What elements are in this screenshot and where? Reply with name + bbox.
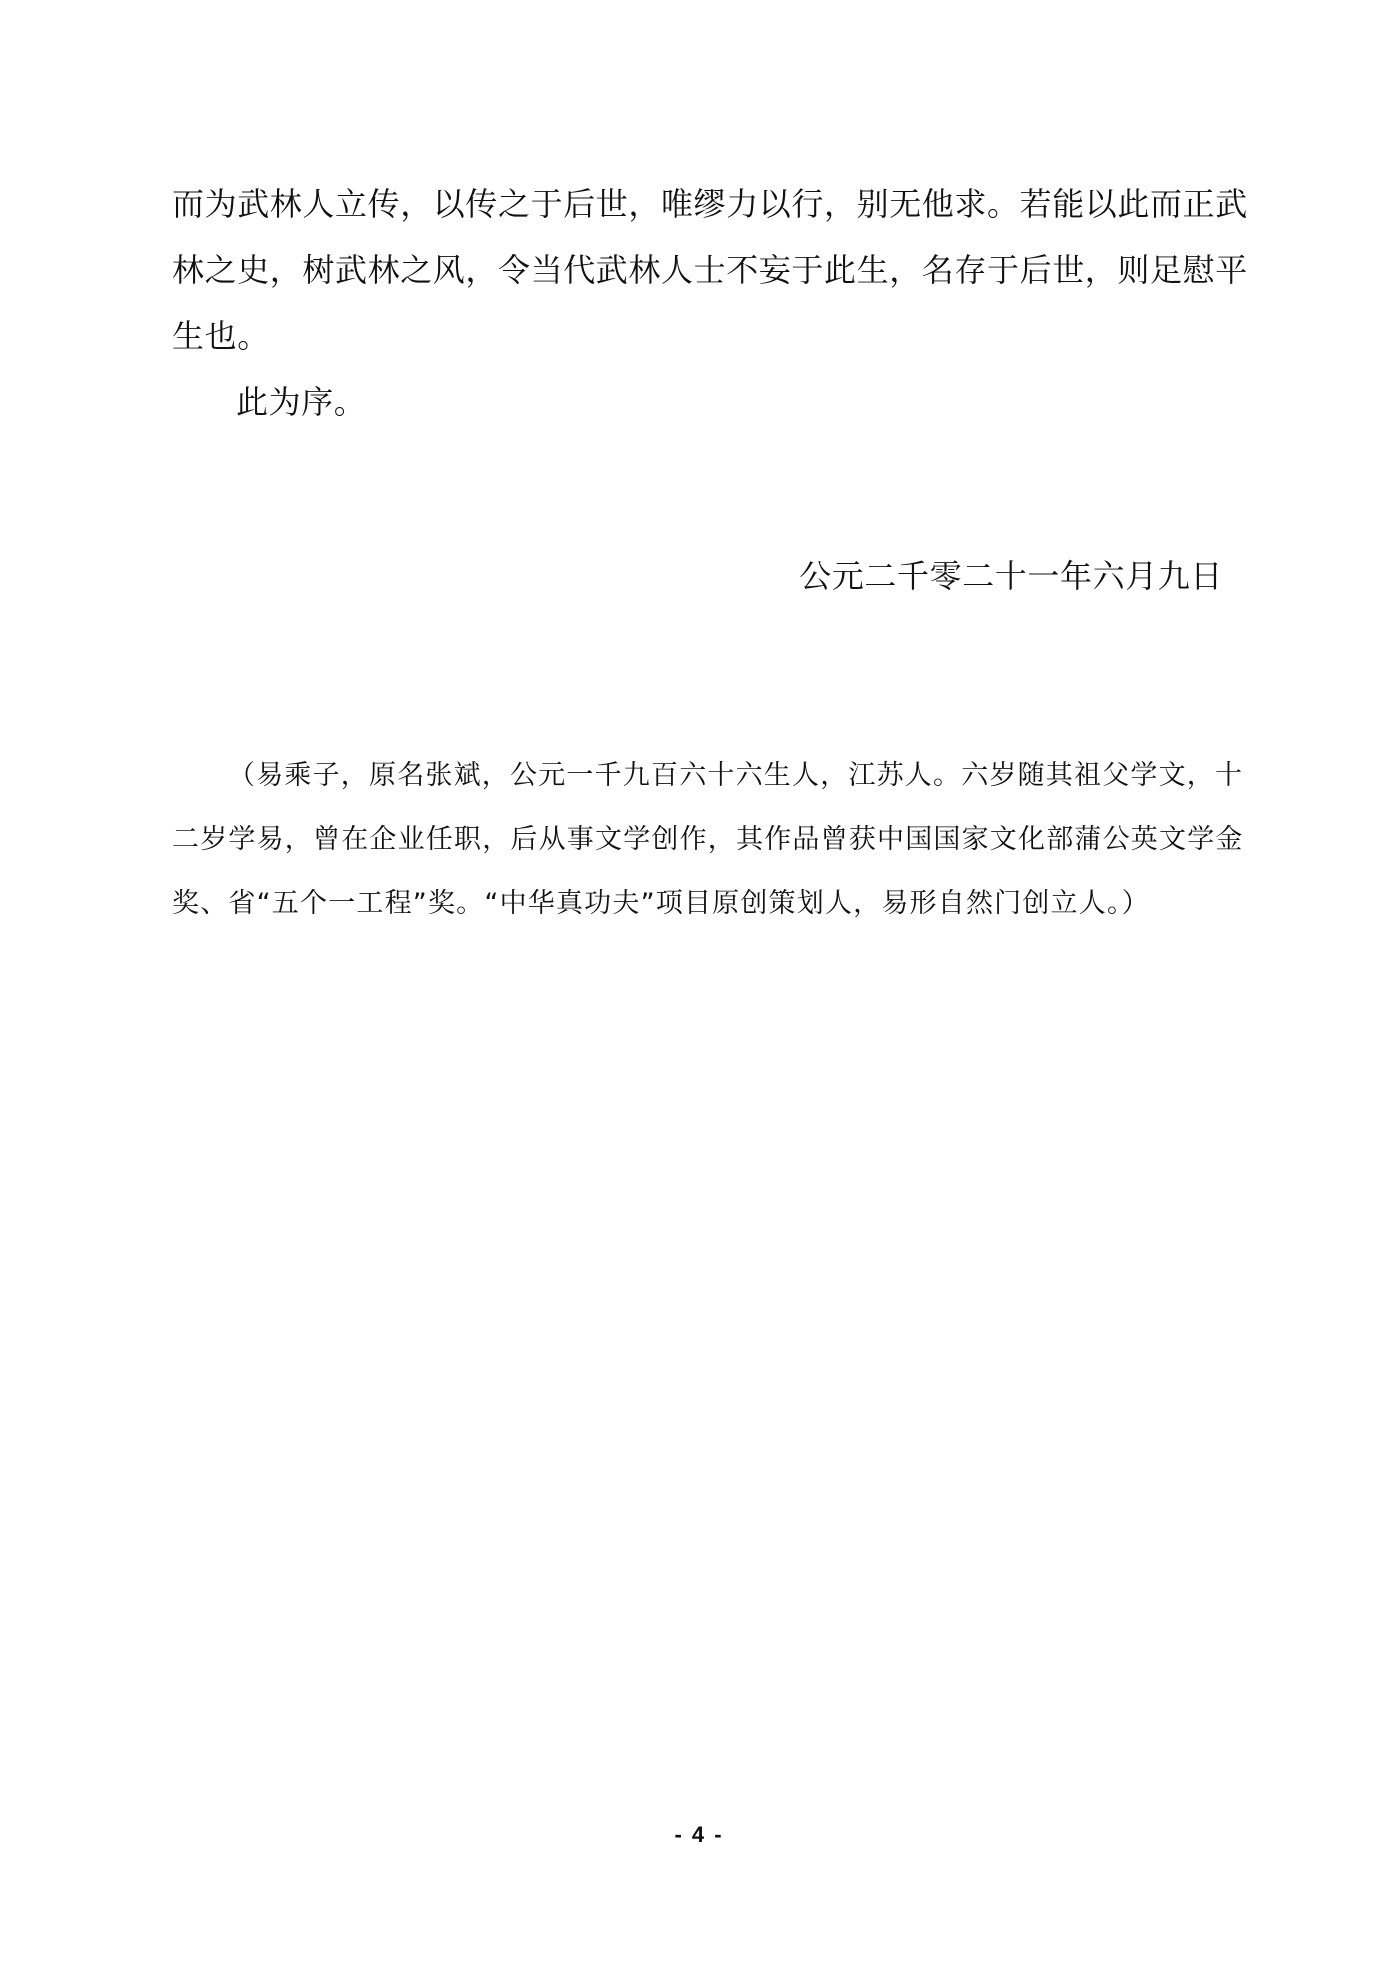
signature-date: 公元二千零二十一年六月九日: [799, 557, 1223, 595]
bio-line: （易乘子，原名张斌，公元一千九百六十六生人，江苏人。六岁随其祖父学文，十: [228, 760, 1244, 791]
author-bio-note: [172, 744, 1244, 936]
bio-line: 二岁学易，曾在企业任职，后从事文学创作，其作品曾获中国国家文化部蒲公英文学金: [172, 824, 1244, 855]
body-line: 而为武林人立传，以传之于后世，唯缪力以行，别无他求。若能以此而正武: [172, 185, 1248, 223]
preface-body: [172, 171, 1248, 435]
page-number: - 4 -: [674, 1822, 724, 1847]
body-line: 生也。: [172, 317, 270, 355]
bio-line: 奖、省“五个一工程”奖。“中华真功夫”项目原创策划人，易形自然门创立人。）: [172, 888, 1150, 919]
closing-line: 此为序。: [236, 383, 367, 421]
body-line: 林之史，树武林之风，令当代武林人士不妄于此生，名存于后世，则足慰平: [172, 251, 1248, 289]
